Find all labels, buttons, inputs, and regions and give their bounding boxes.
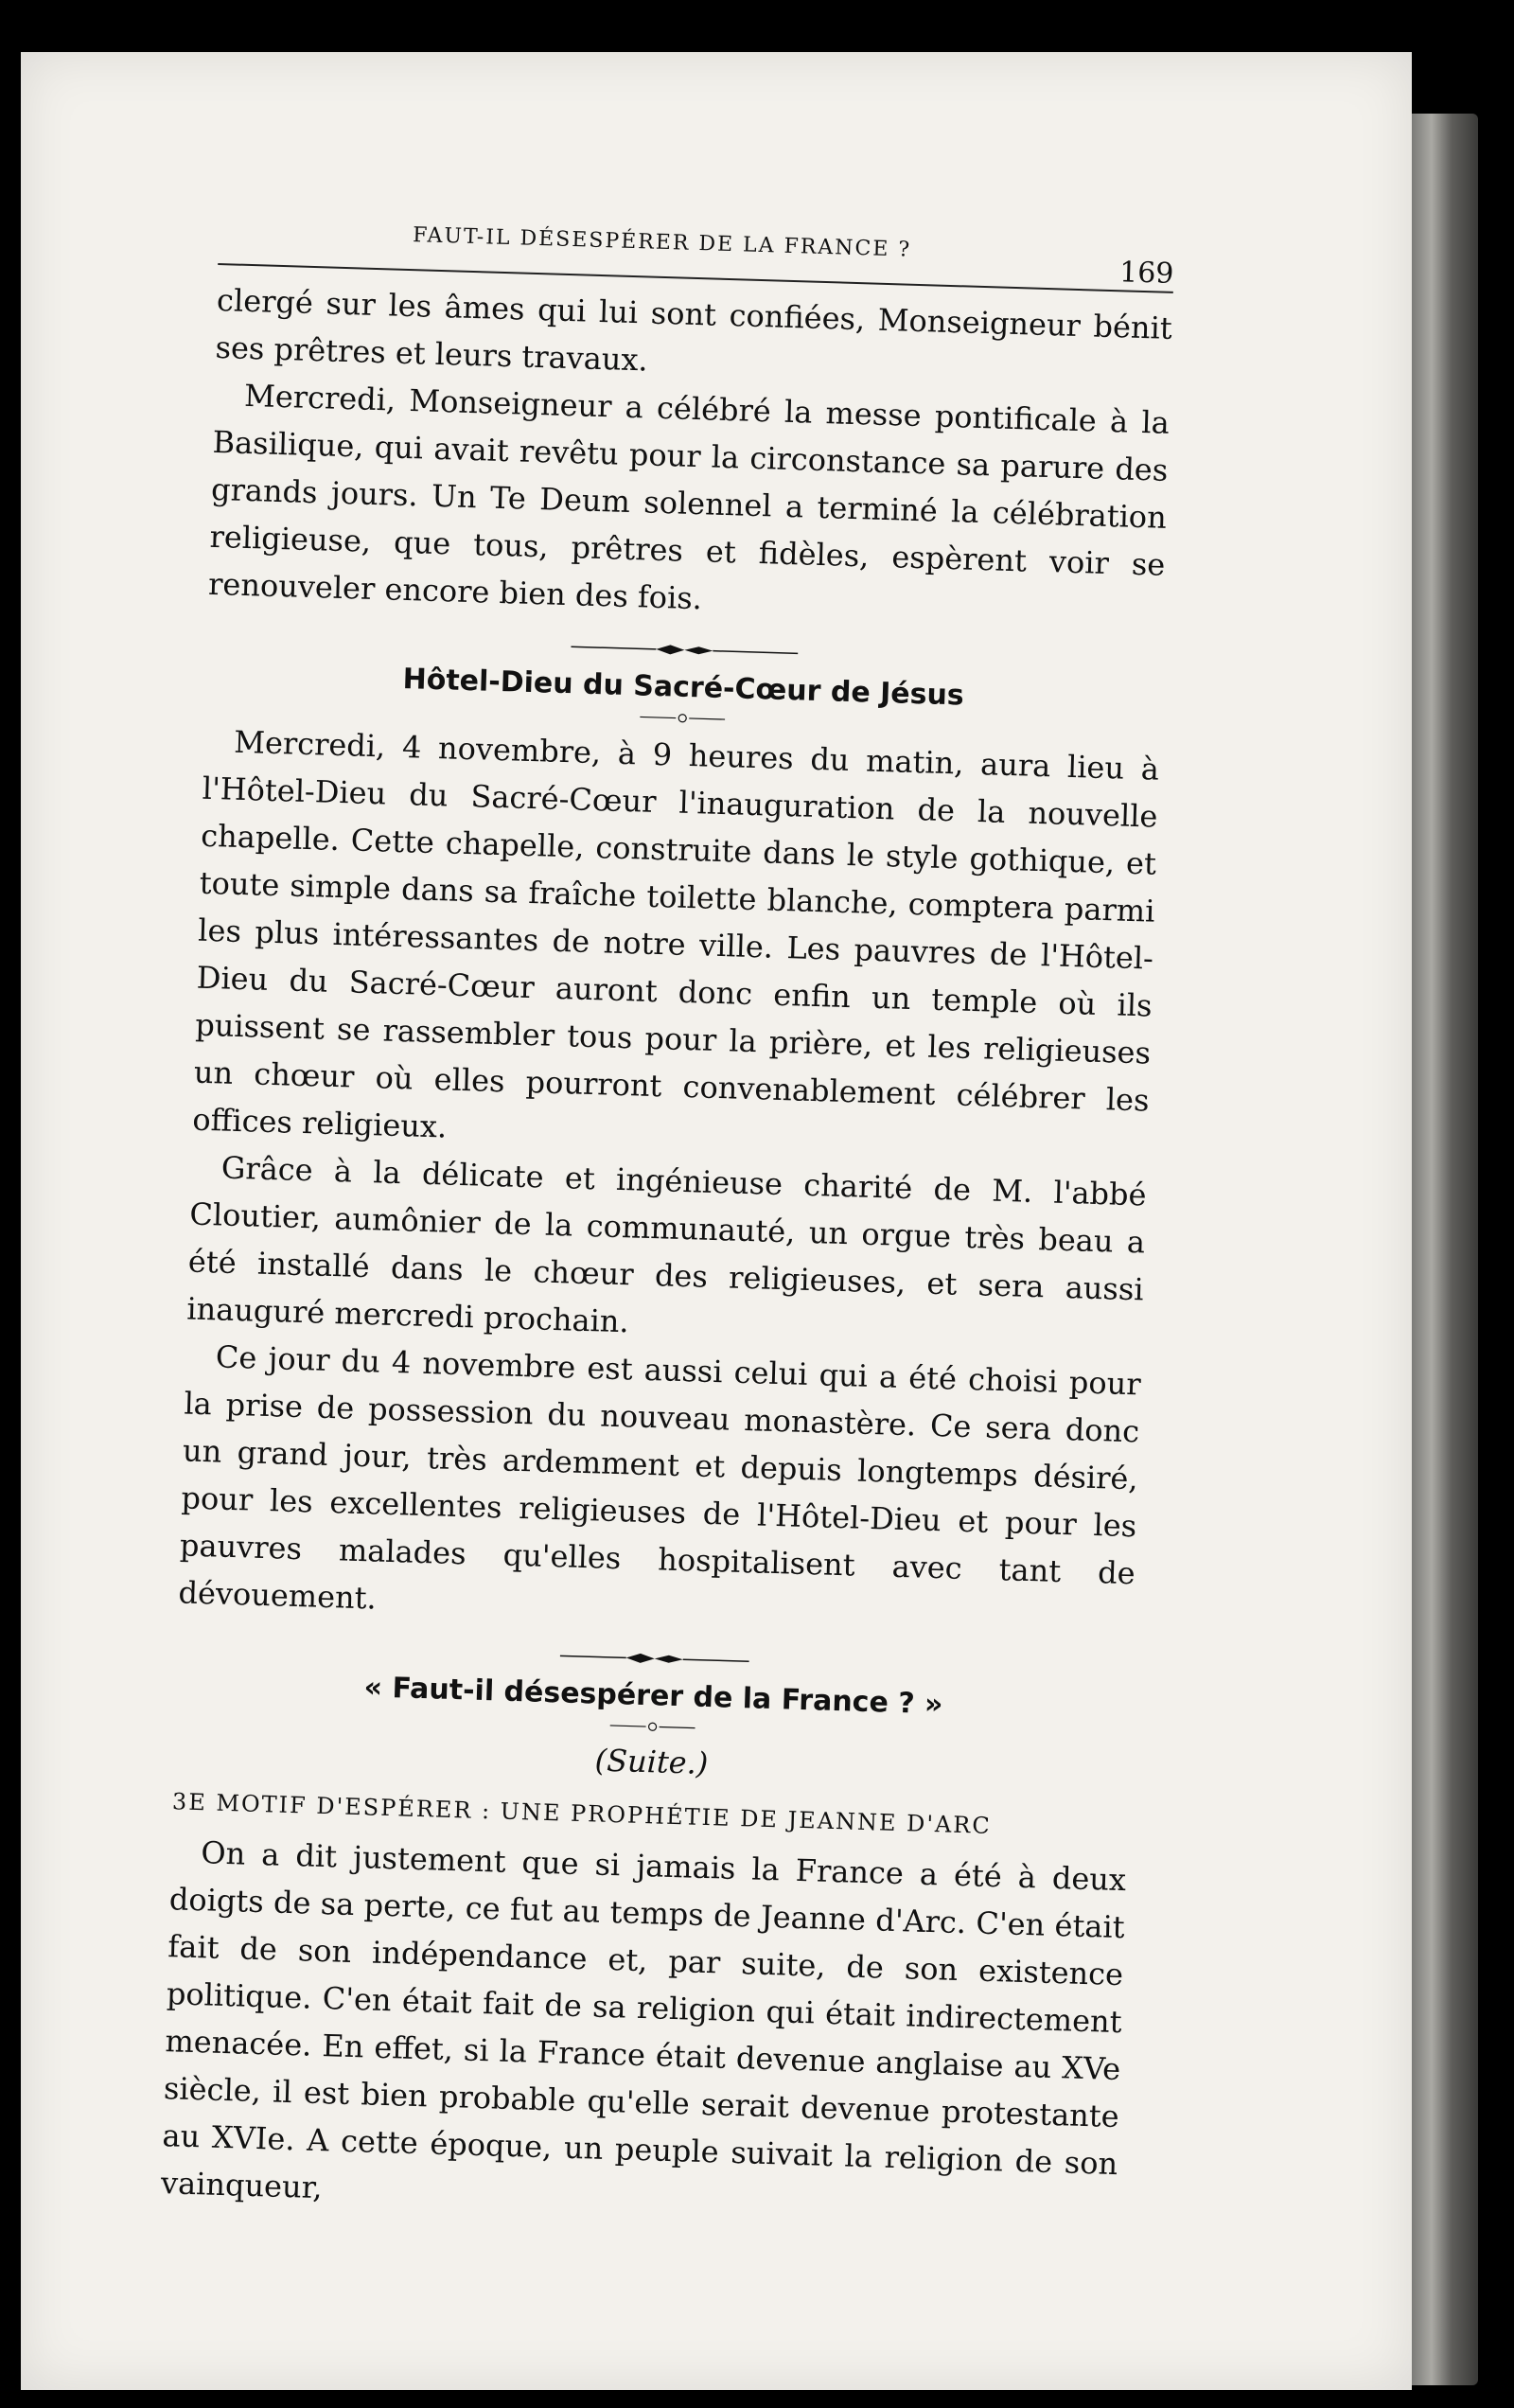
running-title: FAUT-IL DÉSESPÉRER DE LA FRANCE ? <box>412 223 912 262</box>
page-number: 169 <box>1118 256 1174 291</box>
small-ornament-icon <box>640 710 725 726</box>
page-content <box>160 208 1174 2235</box>
paragraph-inauguration: Mercredi, 4 novembre, à 9 heures du matin, aura lieu à l'Hôtel-Dieu du Sacré-Cœur l'inauguration de la nouvelle chapelle. Cette chapelle, construite dans le style gothique, et toute simple dans sa fraîche toilette blanche, comptera parmi les plus intéressantes de notre ville. Les pauvres de l'Hôtel-Dieu du Sacré-Cœur auront donc enfin un temple où ils puissent se rassembler tous pour la prière, et les religieuses un chœur où elles pourront convenablement célébrer les offices religieux. <box>191 723 1160 1145</box>
paragraph-orgue: Grâce à la délicate et ingénieuse charité de M. l'abbé Cloutier, aumônier de la communauté, un orgue très beau a été installé dans le chœur des religieuses, et sera aussi inauguré mercredi prochain. <box>185 1149 1148 1340</box>
paragraph-mercredi: Mercredi, Monseigneur a célébré la messe pontificale à la Basilique, qui avait revêtu pour la circonstance sa parure des grands jours. Un Te Deum solennel a terminé la célébration religieuse, que tous, prêtres et fidèles, espèrent voir se renouveler encore bien des fois. <box>207 377 1171 617</box>
book-page-edge <box>1412 114 1478 2385</box>
paragraph-continued: clergé sur les âmes qui lui sont confiées, Monseigneur bénit ses prêtres et leurs travaux. <box>215 281 1173 379</box>
section-title-hotel-dieu: Hôtel-Dieu du Sacré-Cœur de Jésus <box>402 662 965 713</box>
small-ornament-icon <box>609 1719 695 1735</box>
ornament-icon <box>560 1649 749 1668</box>
section-title-faut-il: « Faut-il désespérer de la France ? » <box>363 1671 943 1722</box>
book-page <box>21 52 1412 2390</box>
motif-heading: 3E MOTIF D'ESPÉRER : UNE PROPHÉTIE DE JEANNE D'ARC <box>171 1788 993 1839</box>
paragraph-jeanne-darc: On a dit justement que si jamais la France a été à deux doigts de sa perte, ce fut au temps de Jeanne d'Arc. C'en était fait de son indépendance et, par suite, de son existence politique. C'en était fait de sa religion qui était indirectement menacée. En effet, si la France était devenue anglaise au XVe siècle, il est bien probable qu'elle serait devenue protestante au XVIe. A cette époque, un peuple suivait la religion de son vainqueur, <box>160 1834 1127 2206</box>
ornament-icon <box>571 640 798 660</box>
suite-label: (Suite.) <box>594 1742 709 1782</box>
paragraph-monastere: Ce jour du 4 novembre est aussi celui qui a été choisi pour la prise de possession du nouveau monastère. Ce sera donc un grand jour, très ardemment et depuis longtemps désiré, pour les excellentes religieuses de l'Hôtel-Dieu et pour les pauvres malades qu'elles hospitalisent avec tant de dévouement. <box>178 1338 1142 1617</box>
